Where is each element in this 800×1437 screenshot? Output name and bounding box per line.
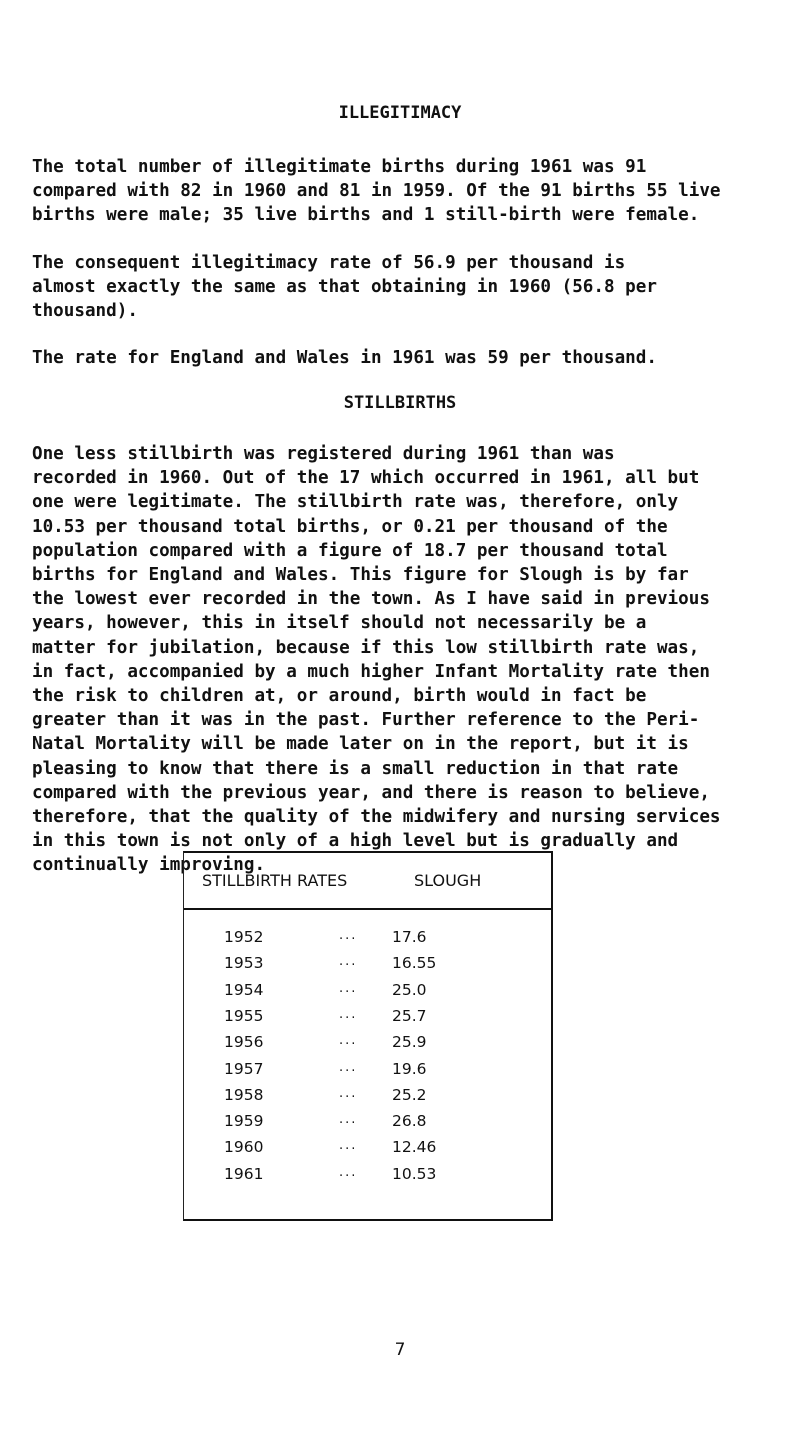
row-year: 1958	[224, 1085, 264, 1104]
row-rate: 25.0	[392, 980, 427, 999]
row-year: 1952	[224, 928, 264, 946]
row-rate: 25.7	[392, 1006, 427, 1025]
row-rate: 17.6	[392, 928, 427, 946]
row-rate: 25.9	[392, 1033, 427, 1052]
table-row	[184, 952, 551, 977]
row-rate: 16.55	[392, 954, 437, 973]
table-row	[184, 1005, 551, 1030]
row-dots: ...	[339, 1033, 358, 1049]
row-year: 1960	[224, 1138, 264, 1157]
illegitimacy-paragraph-3: The rate for England and Wales in 1961 was 59 per thousand.	[32, 348, 657, 368]
row-rate: 26.8	[392, 1112, 427, 1131]
illegitimacy-heading: ILLEGITIMACY	[338, 103, 462, 123]
row-dots: ...	[339, 1138, 358, 1154]
stillbirth-rates-table	[183, 851, 553, 1221]
illegitimacy-paragraph-1: The total number of illegitimate births during 1961 was 91 compared with 82 in 1960 and 81 in 1959. Of the 91 births 55 live births were male; 35 live births and 1 still-birth were female.	[32, 157, 721, 226]
illegitimacy-paragraph-2: The consequent illegitimacy rate of 56.9 per thousand is almost exactly the same as that obtaining in 1960 (56.8 per thousand).	[32, 253, 657, 322]
stillbirths-paragraph: One less stillbirth was registered during 1961 than was recorded in 1960. Out of the 17 which occurred in 1961, all but one were legitimate. The stillbirth rate was, therefore, only 10.53 per thousand total births, or 0.21 per thousand of the population compared with a figure of 18.7 per thousand total births for England and Wales. This figure for Slough is by far the lowest ever recorded in the town. As I have said in previous years, however, this in itself should not necessarily be a matter for jubilation, because if this low stillbirth rate was, in fact, accompanied by a much higher Infant Mortality rate then the risk to children at, or around, birth would in fact be greater than it was in the past. Further reference to the Peri- Natal Mortality will be made later on in the report, but it is pleasing to know that there is a small reduction in that rate compared with the previous year, and there is reason to believe, therefore, that the quality of the midwifery and nursing services in this town is not only of a high level but is gradually and continually improving.	[32, 444, 721, 876]
row-dots: ...	[339, 1164, 358, 1180]
row-year: 1953	[224, 954, 264, 973]
row-rate: 19.6	[392, 1059, 427, 1078]
row-year: 1955	[224, 1006, 264, 1025]
row-dots: ...	[339, 1112, 358, 1128]
table-row	[184, 926, 551, 951]
row-dots: ...	[339, 954, 358, 970]
table-header-slough: SLOUGH	[414, 871, 482, 890]
page-number: 7	[394, 1340, 406, 1360]
table-row	[184, 1136, 551, 1161]
stillbirths-heading: STILLBIRTHS	[343, 393, 457, 413]
row-year: 1954	[224, 980, 264, 999]
table-row	[184, 1058, 551, 1083]
row-dots: ...	[339, 1059, 358, 1075]
table-header	[184, 853, 551, 910]
row-rate: 25.2	[392, 1085, 427, 1104]
table-row	[184, 1084, 551, 1109]
row-year: 1956	[224, 1033, 264, 1052]
row-year: 1959	[224, 1112, 264, 1131]
row-dots: ...	[339, 980, 358, 996]
row-dots: ...	[339, 1006, 358, 1022]
row-rate: 12.46	[392, 1138, 437, 1157]
table-row	[184, 979, 551, 1004]
row-dots: ...	[339, 928, 358, 943]
table-row	[184, 1031, 551, 1056]
row-year: 1957	[224, 1059, 264, 1078]
row-year: 1961	[224, 1164, 264, 1183]
table-row	[184, 1163, 551, 1188]
table-header-rates: STILLBIRTH RATES	[202, 871, 348, 890]
row-rate: 10.53	[392, 1164, 437, 1183]
row-dots: ...	[339, 1085, 358, 1101]
table-row	[184, 1110, 551, 1135]
